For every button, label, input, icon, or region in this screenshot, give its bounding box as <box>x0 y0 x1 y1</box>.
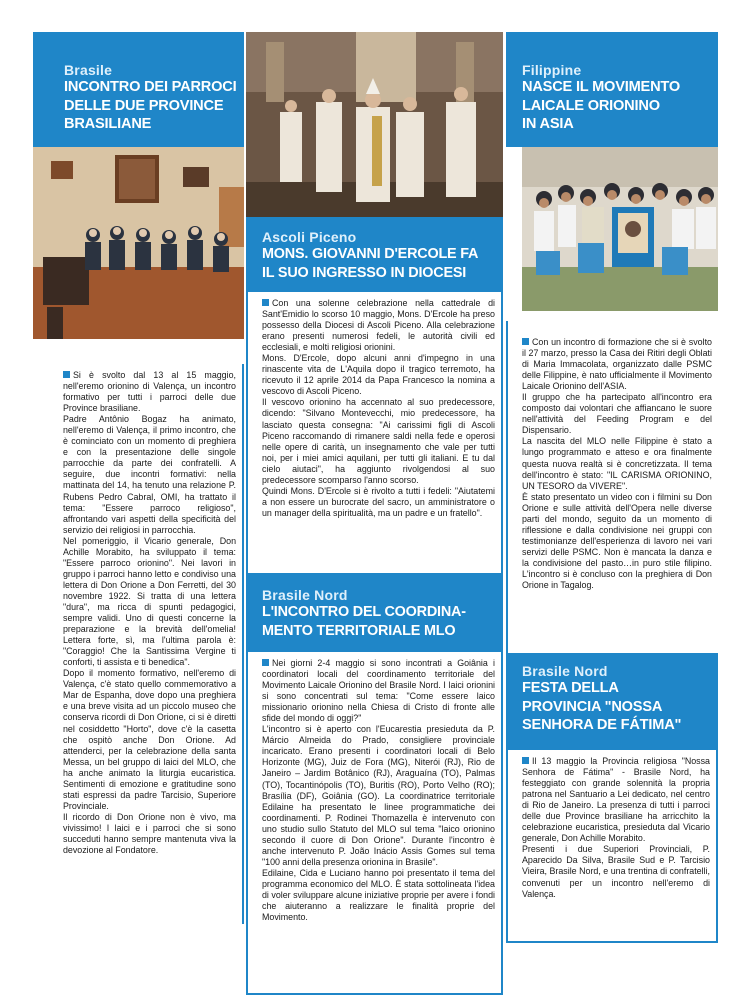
article-region: Ascoli Piceno <box>262 229 357 245</box>
article-title: MONS. GIOVANNI D'ERCOLE FA IL SUO INGRESSO IN DIOCESI <box>262 246 479 281</box>
paragraph: Dopo il momento formativo, nell'eremo di Valença, c'è stato quello commemorativo a Mar de Espanha, dove dopo una preghiera e una breve visita ad un piccolo museo che conserva ricordi di Don Orione, ci si è diretti nel cosiddetto "Horto", dove c'è la casetta che ospitò anche Don Orione. Ad attenderci, per la celebrazione della santa Messa, un bel gruppo di laici del MLO, che ha anche animato la liturgia eucaristica. Sentimenti di emozione e gratitudine sono stati espressi da padre Tarcisio, Superiore Provinciale. <box>63 668 236 811</box>
paragraph: Mons. D'Ercole, dopo alcuni anni d'impegno in una rinascente vita de L'Aquila dopo il tragico terremoto, ha ricevuto il 12 aprile 2014 da Papa Francesco la nomina a vescovo di Ascoli Piceno. <box>262 353 495 397</box>
article-region: Brasile <box>64 62 113 78</box>
paragraph: Padre Antônio Bogaz ha animato, nell'eremo di Valença, il primo incontro, che è cominciato con un momento di preghiera e con la presentazione delle singole parrocchie da parte dei confratelli. A seguire, due incontri formativi: nella mattinata del 14, ha tenuto una relazione P. Rubens Pedro Cabral, OMI, ha trattato il tema: "Essere parroco religioso", affrontando vari aspetti della specificità del servizio dei religiosi in parrocchia. <box>63 414 236 535</box>
paragraph: Quindi Mons. D'Ercole si è rivolto a tutti i fedeli: "Aiutatemi a non essere un burocrate del sacro, un amministratore o un manager della spiritualità, ma un padre e un fratello". <box>262 485 495 518</box>
paragraph: Il ricordo di Don Orione non è vivo, ma vivissimo! I laici e i parroci che si sono succeduti hanno sempre mantenuta viva la devozione al Fondatore. <box>63 811 236 856</box>
paragraph: Nel pomeriggio, il Vicario generale, Don Achille Morabito, ha sviluppato il tema: "Essere parroco orionino". Nei lavori in gruppo i parroci hanno letto e condiviso una lettera di Don Orione a Don Ferretti, del 30 novembre 1922. Si tratta di una lettera "dura", ma ricca di spunti pedagogici, sempre validi. Uno di questi concerne la preparazione e la brevità dell'omelia! Lettera forte, sì, ma l'ultima parola è: "Coraggio! Che la Santissima Vergine ti conforti, ti assista e ti benedica". <box>63 535 236 668</box>
meeting-room-photo <box>33 147 244 342</box>
article-body <box>506 321 718 653</box>
group-with-portrait-photo <box>522 147 718 311</box>
paragraph: L'incontro si è aperto con l'Eucarestia presieduta da P. Márcio Almeida do Prado, consigliere provinciale incaricato. Erano presenti i coordinatori locali di Belo Horizonte (MG), Juiz de Fora (MG), Niterói (RJ), Rio de Janeiro – Jardim Botânico (RJ), Araguaína (TO), Palmas (TO), Tocantinópolis (TO), Buritis (RO), Porto Velho (RO); Brasília (DF), Goiânia (GO). La coordinatrice territoriale Edilaine ha presentato le linee programmatiche dei coordinamenti. P. Rodinei Thomazella è intervenuto con uno studio sullo Statuto del MLO sul tema "laico orionino secondo il cuore di Don Orione". Durante l'incontro è anche intervenuto P. João Inácio Assis Gomes sul tema "100 anni della presenza orionina in Brasile". <box>262 724 495 867</box>
article-body <box>506 748 718 943</box>
article-filippine <box>506 32 718 653</box>
paragraph: Edilaine, Cida e Luciano hanno poi presentato il tema del programma economico del MLO. È stata sottolineata l'idea di voler sviluppare alcune iniziative proprie per avere i fondi che aiuteranno a realizzare le finalità proprie del Movimento. <box>262 867 495 923</box>
article-brasile-nord-mlo <box>246 575 503 995</box>
article-region: Brasile Nord <box>522 663 608 679</box>
middle-column <box>246 32 503 995</box>
article-header <box>246 575 503 650</box>
article-header <box>33 32 244 147</box>
paragraph: Nei giorni 2-4 maggio si sono incontrati a Goiânia i coordinatori locali del coordinamento territoriale del Movimento Laicale Orionino del Brasile Nord. I laici orionini si sono concentrati sul tema: "Come essere laico missionario orionino nella Chiesa di Cristo di fronte alle sfide del mondo di oggi?" <box>262 658 495 724</box>
article-header <box>506 32 718 147</box>
article-title: L'INCONTRO DEL COORDINA- MENTO TERRITORIALE MLO <box>262 604 466 639</box>
article-header <box>246 217 503 290</box>
article-region: Brasile Nord <box>262 587 348 603</box>
article-body <box>33 364 244 924</box>
article-festa-fatima <box>506 653 718 943</box>
bullet-square-icon <box>262 659 269 666</box>
church-ceremony-illustration <box>246 32 503 217</box>
article-ascoli-piceno <box>246 217 503 575</box>
bullet-square-icon <box>63 371 70 378</box>
paragraph: La nascita del MLO nelle Filippine è stato a lungo programmato e atteso e ora finalmente questa nuova realtà si è concretizzata. Il tema dell'incontro è stato: "IL CARISMA ORIONINO, UN TESORO da VIVERE". <box>522 436 712 491</box>
paragraph: Il 13 maggio la Provincia religiosa "Nossa Senhora de Fátima" - Brasile Nord, ha festeggiato con grande solennità la propria patrona nel Santuario a Lei dedicato, nel centro di Rio de Janeiro. La presenza di tutti i parroci delle due Province brasiliane ha arricchito la celebrazione eucaristica, presieduta dal Vicario generale, Don Achille Morabito. <box>522 756 710 844</box>
meeting-room-illustration <box>33 147 244 342</box>
paragraph: Si è svolto dal 13 al 15 maggio, nell'eremo orionino di Valença, un incontro formativo per tutti i parroci delle due Province brasiliane. <box>63 370 236 414</box>
bullet-square-icon <box>262 299 269 306</box>
article-title: INCONTRO DEI PARROCI DELLE DUE PROVINCE BRASILIANE <box>64 79 237 132</box>
paragraph: Con una solenne celebrazione nella cattedrale di Sant'Emidio lo scorso 10 maggio, Mons. D'Ercole ha preso possesso della Diocesi di Ascoli Piceno. Alla celebrazione erano presenti numerosi fedeli, le autorità civili ed ecclesiali, e molti religiosi orionini. <box>262 298 495 353</box>
paragraph: Il gruppo che ha partecipato all'incontro era composto dai volontari che affiancano le suore nell'attività del Feeding Program e del Dispensario. <box>522 392 712 436</box>
article-body <box>246 650 503 995</box>
group-photo-illustration <box>522 147 718 311</box>
article-title: FESTA DELLA PROVINCIA "NOSSA SENHORA DE FÁTIMA" <box>522 680 682 733</box>
article-region: Filippine <box>522 62 582 78</box>
bullet-square-icon <box>522 757 529 764</box>
paragraph: Il vescovo orionino ha accennato al suo predecessore, dicendo: "Silvano Montevecchi, mio predecessore, ha lasciato questa consegna: "Ai carissimi figli di Ascoli Piceno raccomando di rimanere saldi nella fede e operosi nelle opere di carità, un insegnamento che vale per tutti noi, per i miei amici aquilani, per tutti gli italiani. E tu dal cielo aiutaci", ha aggiunto rivolgendosi al suo predecessore scomparso l'anno scorso. <box>262 397 495 485</box>
bullet-square-icon <box>522 338 529 345</box>
article-brasile-parroci <box>33 32 244 924</box>
church-ceremony-photo <box>246 32 503 217</box>
article-title: NASCE IL MOVIMENTO LAICALE ORIONINO IN ASIA <box>522 79 681 132</box>
paragraph: Presenti i due Superiori Provinciali, P. Aparecido Da Silva, Brasile Sud e P. Tarcisio Vieira, Brasile Nord, e una trentina di confratelli, convenuti per un incontro nell'eremo di Valença. <box>522 844 710 899</box>
paragraph: Con un incontro di formazione che si è svolto il 27 marzo, presso la Casa dei Ritiri degli Oblati di Maria Immacolata, organizzato dalle PSMC delle Filippine, è nato ufficialmente il Movimento Laicale Orionino dell'ASIA. <box>522 337 712 392</box>
right-column <box>506 32 718 943</box>
article-header <box>506 653 718 748</box>
paragraph: È stato presentato un video con i filmini su Don Orione e sulle attività dell'Opera nelle diverse parti del mondo, seguito da un momento di riflessione e dalla condivisione nei gruppi con testimonianze dell'esperienza di lavoro nei vari servizi delle PSMC. Non è mancata la danza e la condivisione del pasto…in puro stile filipino. L'incontro si è concluso con la preghiera di Don Orione in Tagalog. <box>522 491 712 591</box>
article-body <box>246 290 503 575</box>
